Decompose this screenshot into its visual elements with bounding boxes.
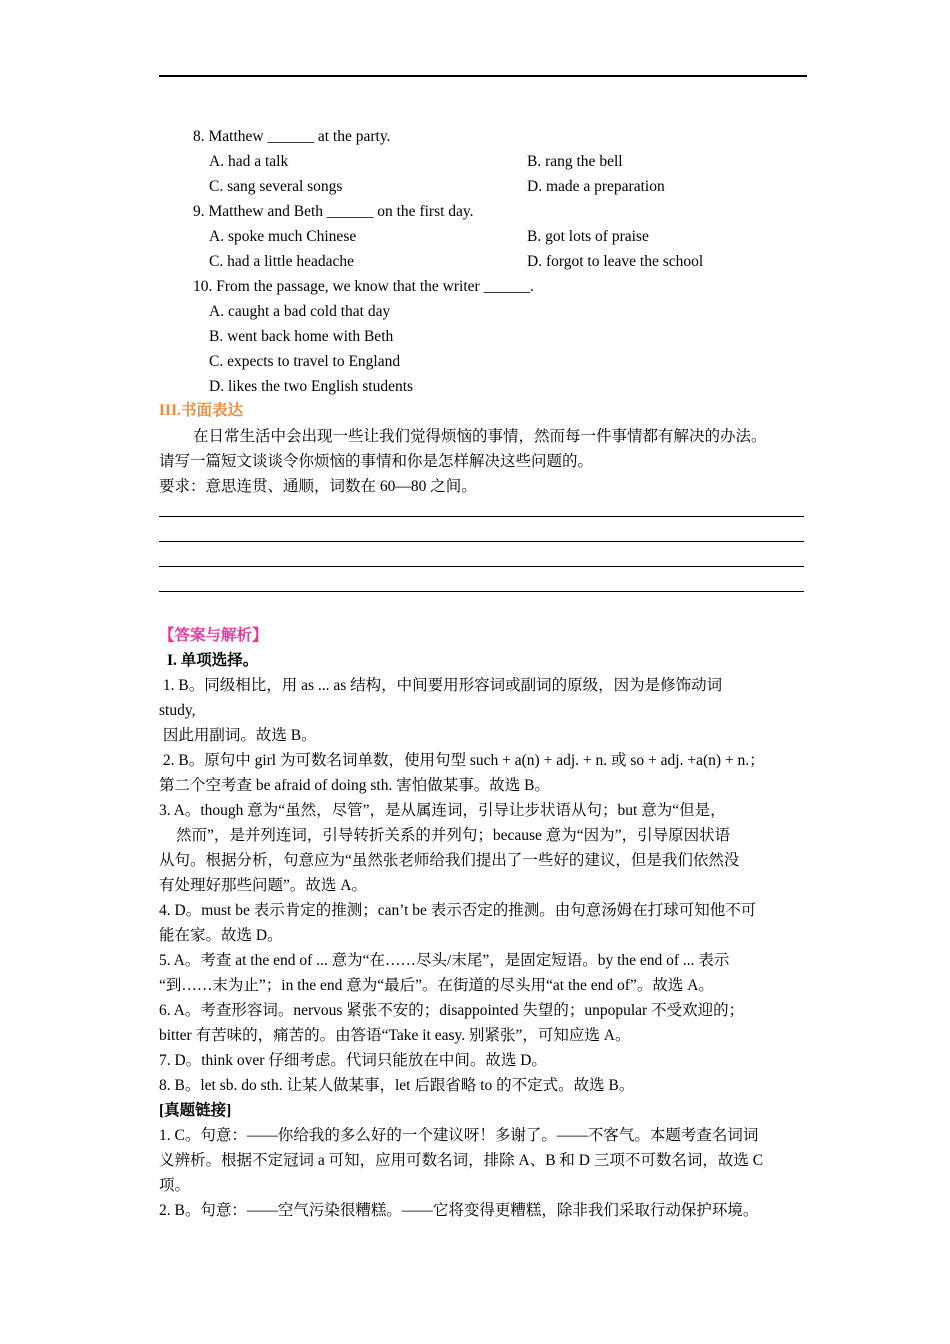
- answers-section-1-heading: I. 单项选择。: [167, 652, 259, 669]
- answer-line: 6. A。考查形容词。nervous 紧张不安的；disappointed 失望的；unpopular 不受欢迎的；: [159, 1002, 745, 1019]
- question-9-option-c: C. had a little headache: [209, 253, 355, 270]
- question-9-stem: 9. Matthew and Beth ______ on the first day.: [193, 203, 474, 220]
- answer-line: 3. A。though 意为“虽然，尽管”，是从属连词，引导让步状语从句；but 意为“但是，: [159, 802, 726, 819]
- question-9-option-b: B. got lots of praise: [527, 228, 649, 245]
- answer-line: 5. A。考查 at the end of ... 意为“在……尽头/末尾”，是固定短语。by the end of ... 表示: [159, 952, 730, 969]
- real-exam-link-heading: [真题链接]: [159, 1102, 232, 1119]
- answer-line: “到……末为止”；in the end 意为“最后”。在街道的尽头用“at the end of”。故选 A。: [159, 977, 714, 994]
- real-exam-answer-line: 义辨析。根据不定冠词 a 可知，应用可数名词，排除 A、B 和 D 三项不可数名词，故选 C: [159, 1152, 764, 1169]
- writing-blank-line[interactable]: [159, 516, 804, 517]
- answer-line: bitter 有苦味的，痛苦的。由答语“Take it easy. 别紧张”，可知应选 A。: [159, 1027, 631, 1044]
- question-10-option-b: B. went back home with Beth: [209, 328, 394, 345]
- question-10-option-d: D. likes the two English students: [209, 378, 414, 395]
- question-9-option-a: A. spoke much Chinese: [209, 228, 357, 245]
- answer-line: 4. D。must be 表示肯定的推测；can’t be 表示否定的推测。由句意汤姆在打球可知他不可: [159, 902, 757, 919]
- question-8-option-c: C. sang several songs: [209, 178, 343, 195]
- real-exam-answer-line: 1. C。句意：——你给我的多么好的一个建议呀！多谢了。——不客气。本题考查名词词: [159, 1127, 759, 1144]
- writing-prompt-line-1: 在日常生活中会出现一些让我们觉得烦恼的事情，然而每一件事情都有解决的办法。: [193, 428, 767, 445]
- question-8-stem: 8. Matthew ______ at the party.: [193, 128, 391, 145]
- real-exam-answer-line: 2. B。句意：——空气污染很糟糕。——它将变得更糟糕，除非我们采取行动保护环境。: [159, 1202, 759, 1219]
- question-8-option-a: A. had a talk: [209, 153, 289, 170]
- writing-blank-line[interactable]: [159, 541, 804, 542]
- answers-heading: 【答案与解析】: [159, 627, 268, 644]
- real-exam-answer-line: 项。: [159, 1177, 191, 1194]
- answer-line: 第二个空考查 be afraid of doing sth. 害怕做某事。故选 B。: [159, 777, 550, 794]
- writing-requirement: 要求：意思连贯、通顺，词数在 60—80 之间。: [159, 478, 477, 495]
- question-10-stem: 10. From the passage, we know that the writer ______.: [193, 278, 534, 295]
- answer-line: 7. D。think over 仔细考虑。代词只能放在中间。故选 D。: [159, 1052, 547, 1069]
- answer-line: 1. B。同级相比，用 as ... as 结构，中间要用形容词或副词的原级，因为是修饰动词: [159, 677, 723, 694]
- answer-line: 有处理好那些问题”。故选 A。: [159, 877, 367, 894]
- answer-line: 因此用副词。故选 B。: [159, 727, 317, 744]
- answer-line: 能在家。故选 D。: [159, 927, 283, 944]
- question-10-option-c: C. expects to travel to England: [209, 353, 401, 370]
- writing-blank-line[interactable]: [159, 566, 804, 567]
- answer-line: 2. B。原句中 girl 为可数名词单数，使用句型 such + a(n) + adj. + n. 或 so + adj. +a(n) + n.；: [159, 752, 765, 769]
- writing-prompt-line-2: 请写一篇短文谈谈令你烦恼的事情和你是怎样解决这些问题的。: [159, 453, 594, 470]
- writing-heading: III.书面表达: [159, 402, 243, 419]
- question-8-option-b: B. rang the bell: [527, 153, 623, 170]
- question-9-option-d: D. forgot to leave the school: [527, 253, 704, 270]
- question-10-option-a: A. caught a bad cold that day: [209, 303, 391, 320]
- answer-line: study,: [159, 702, 196, 719]
- answer-line: 然而”，是并列连词，引导转折关系的并列句；because 意为“因为”，引导原因状语: [176, 827, 731, 844]
- answer-line: 8. B。let sb. do sth. 让某人做某事，let 后跟省略 to 的不定式。故选 B。: [159, 1077, 635, 1094]
- question-8-option-d: D. made a preparation: [527, 178, 665, 195]
- header-rule: [159, 75, 807, 77]
- answer-line: 从句。根据分析，句意应为“虽然张老师给我们提出了一些好的建议，但是我们依然没: [159, 852, 740, 869]
- writing-blank-line[interactable]: [159, 591, 804, 592]
